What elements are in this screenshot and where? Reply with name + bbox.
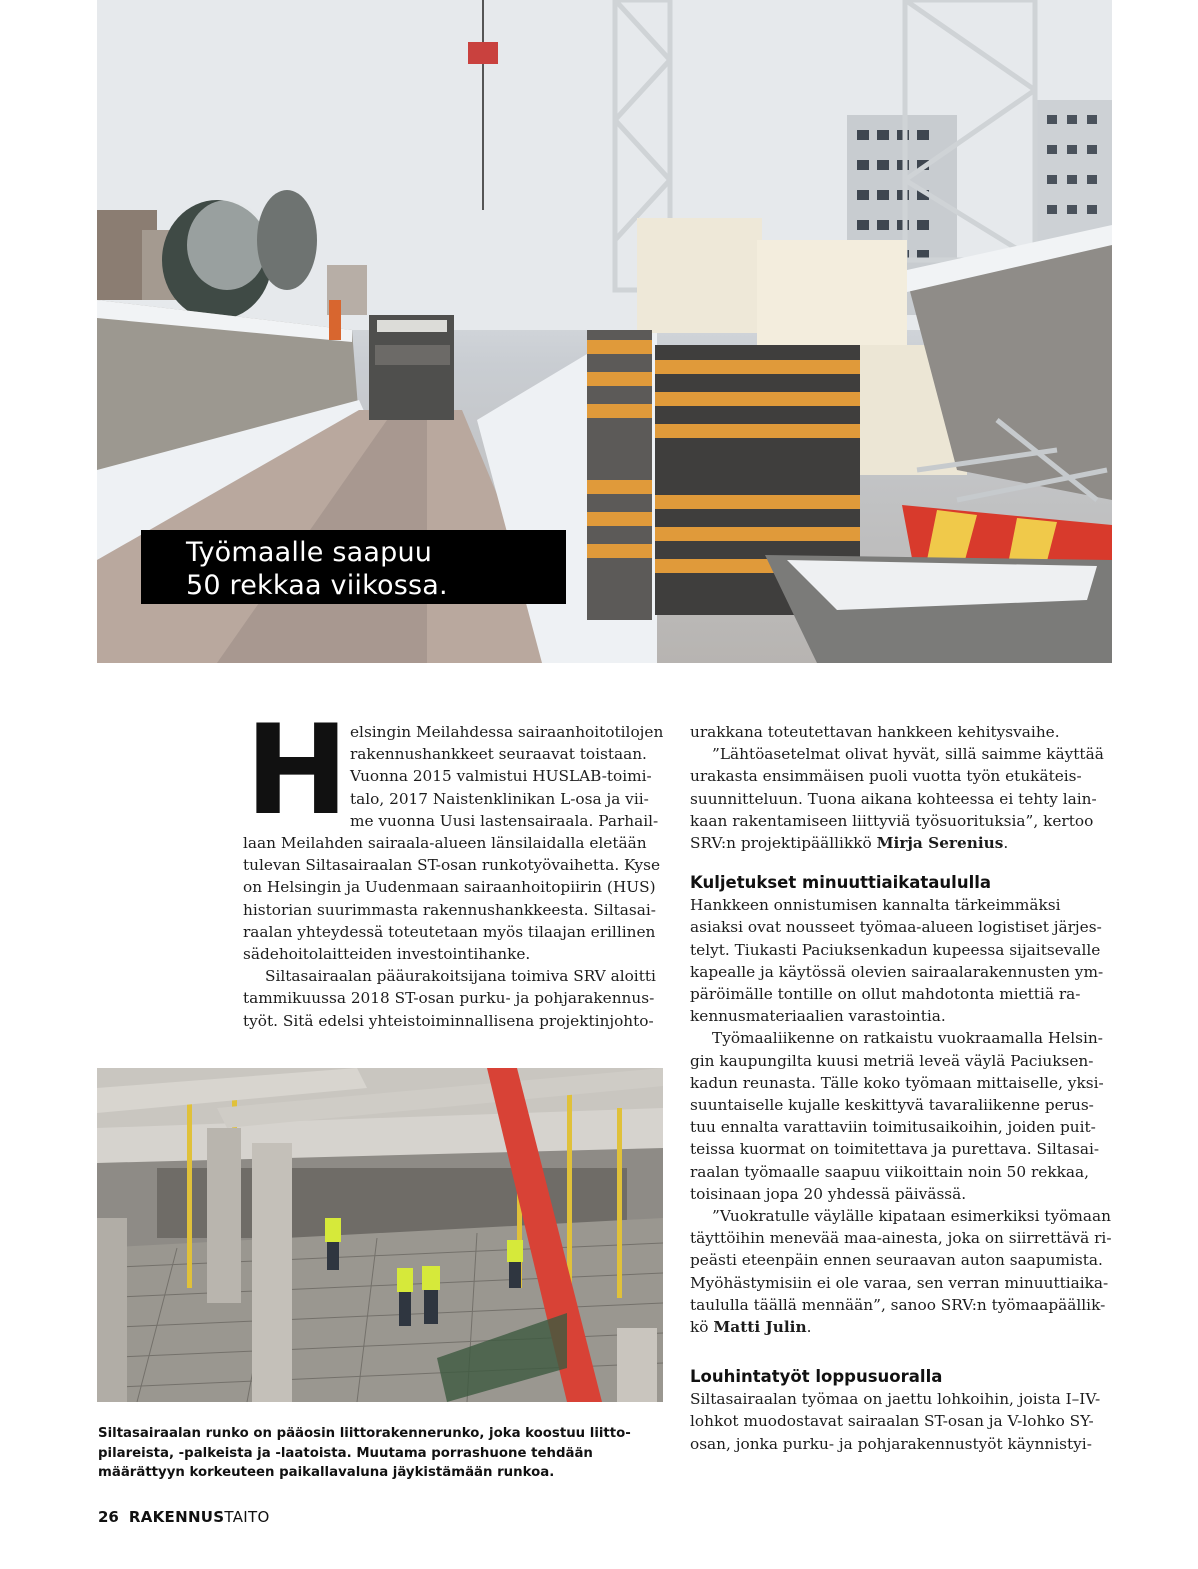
body-line: kennusmateriaalien varastointia. [690, 1007, 946, 1026]
body-line: ”Lähtöasetelmat olivat hyvät, sillä saimme käyttää [712, 745, 1104, 764]
body-line: asiaksi ovat nousseet työmaa-alueen logistiset järjes- [690, 918, 1102, 937]
photo-caption [98, 1424, 658, 1483]
body-line: täyttöihin menevää maa-ainesta, joka on siirrettävä ri- [690, 1229, 1112, 1248]
body-line: Vuonna 2015 valmistui HUSLAB-toimi- [350, 767, 652, 786]
body-line: kadun reunasta. Tälle koko työmaan mittaiselle, yksi- [690, 1073, 1104, 1092]
body-line: laan Meilahden sairaala-alueen länsilaidalla eletään [243, 834, 647, 853]
page-number: 26 [98, 1508, 119, 1526]
body-line: teissa kuormat on toimitettava ja purettava. Siltasai- [690, 1140, 1100, 1159]
body-line: Hankkeen onnistumisen kannalta tärkeimmäksi [690, 896, 1061, 915]
body-line: suuntaiselle kujalle keskittyvä tavaraliikenne perus- [690, 1096, 1094, 1115]
body-line: Työmaaliikenne on ratkaistu vuokraamalla Helsin- [712, 1029, 1103, 1048]
body-line: sädehoitolaitteiden investointihanke. [243, 945, 531, 964]
subheading: Kuljetukset minuuttiaikataululla [690, 873, 992, 893]
body-line: gin kaupungilta kuusi metriä leveä väylä Paciuksen- [690, 1051, 1094, 1070]
pull-quote-line-1: Työmaalle saapuu [186, 537, 433, 568]
drop-cap: H [245, 699, 349, 843]
body-line: kaan rakentamiseen liittyviä työsuorituksia”, kertoo [690, 811, 1094, 830]
person-name: Mirja Serenius [876, 834, 1004, 853]
concrete-frame-illustration [97, 1068, 663, 1402]
body-line: Siltasairaalan työmaa on jaettu lohkoihin, joista I–IV- [690, 1390, 1101, 1409]
site-photo [97, 1068, 663, 1402]
pull-quote [141, 530, 566, 604]
body-line: taululla täällä mennään”, sanoo SRV:n työmaapäällik- [690, 1295, 1106, 1314]
body-line: me vuonna Uusi lastensairaala. Parhail- [350, 811, 659, 830]
caption-line: määrättyyn korkeuteen paikallavaluna jäykistämään runkoa. [98, 1465, 555, 1480]
body-line: tuu ennalta varattaviin toimitusaikoihin, joiden puit- [690, 1118, 1096, 1137]
body-line: raalan yhteydessä toteutetaan myös tilaajan erillinen [243, 922, 656, 941]
body-line: päröimälle tontille on ollut mahdotonta miettiä ra- [690, 985, 1081, 1004]
person-name: Matti Julin [713, 1318, 807, 1337]
body-line: tulevan Siltasairaalan ST-osan runkotyövaihetta. Kyse [243, 856, 661, 875]
body-line: Myöhästymisiin ei ole varaa, sen verran minuuttiaika- [690, 1273, 1109, 1292]
body-line: Siltasairaalan pääurakoitsijana toimiva SRV aloitti [265, 967, 656, 986]
body-line: työt. Sitä edelsi yhteistoiminnallisena projektinjohto- [243, 1011, 654, 1030]
body-line: SRV:n projektipäällikkö Mirja Serenius. [690, 834, 1009, 853]
magazine-name-light: TAITO [224, 1508, 270, 1526]
body-line: ”Vuokratulle väylälle kipataan esimerkiksi työmaan [712, 1207, 1111, 1226]
body-line: lohkot muodostavat sairaalan ST-osan ja V-lohko SY- [690, 1412, 1094, 1431]
body-line: talo, 2017 Naistenklinikan L-osa ja vii- [350, 789, 649, 808]
body-text: SRV:n projektipäällikkö [690, 834, 877, 853]
pull-quote-line-2: 50 rekkaa viikossa. [186, 570, 448, 601]
article-column-1 [243, 699, 664, 1032]
caption-line: Siltasairaalan runko on pääosin liittorakennerunko, joka koostuu liitto- [98, 1426, 631, 1441]
body-line: kö Matti Julin. [690, 1318, 812, 1337]
body-line: toisinaan jopa 20 yhdessä päivässä. [690, 1184, 967, 1203]
body-line: tammikuussa 2018 ST-osan purku- ja pohjarakennus- [243, 989, 655, 1008]
body-line: elsingin Meilahdessa sairaanhoitotilojen [350, 723, 664, 741]
body-line: suunnitteluun. Tuona aikana kohteessa ei tehty lain- [690, 789, 1097, 808]
body-line: urakasta ensimmäisen puoli vuotta työn etukäteis- [690, 767, 1082, 786]
caption-line: pilareista, -palkeista ja -laatoista. Muutama porrashuone tehdään [98, 1445, 593, 1461]
body-line: urakkana toteutettavan hankkeen kehitysvaihe. [690, 723, 1060, 741]
page-footer [98, 1508, 270, 1526]
body-line: raalan työmaalle saapuu viikoittain noin 50 rekkaa, [690, 1162, 1089, 1181]
body-line: telyt. Tiukasti Paciuksenkadun kupeessa sijaitsevalle [690, 940, 1101, 959]
body-line: historian suurimmasta rakennushankkeesta. Siltasai- [243, 900, 656, 919]
magazine-name-bold: RAKENNUS [128, 1508, 225, 1526]
article-column-2 [690, 721, 1112, 1455]
body-text: kö [690, 1318, 714, 1337]
body-line: rakennushankkeet seuraavat toistaan. [350, 745, 647, 764]
subheading: Louhintatyöt loppusuoralla [690, 1367, 943, 1387]
body-line: kapealle ja käytössä olevien sairaalarakennusten ym- [690, 962, 1104, 981]
body-line: osan, jonka purku- ja pohjarakennustyöt käynnistyi- [690, 1434, 1092, 1453]
body-line: on Helsingin ja Uudenmaan sairaanhoitopiirin (HUS) [243, 878, 656, 897]
body-line: peästi eteenpäin ennen seuraavan auton saapumista. [690, 1251, 1103, 1270]
